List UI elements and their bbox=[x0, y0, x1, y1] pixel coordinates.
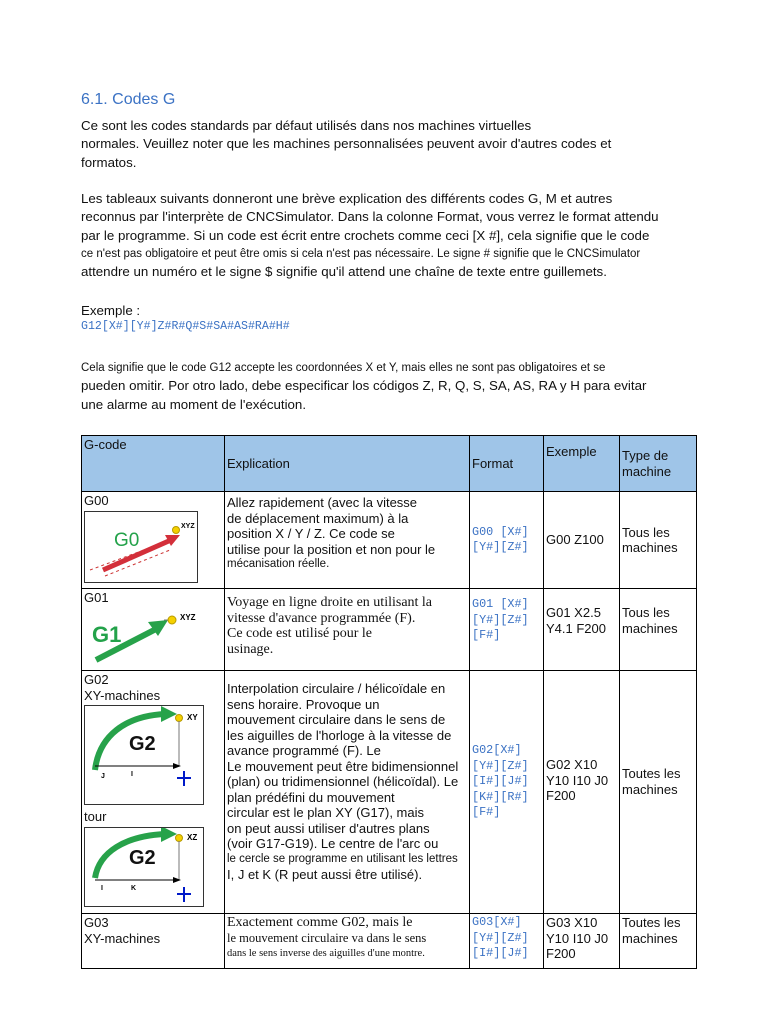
expl-line: Exactement comme G02, mais le bbox=[227, 915, 413, 930]
cell-gcode bbox=[82, 589, 225, 671]
format-line: G02[X#] bbox=[472, 743, 522, 757]
cell-type: Tous les machines bbox=[620, 589, 697, 671]
cell-exemple: G01 X2.5 Y4.1 F200 bbox=[544, 589, 620, 671]
cell-type: Toutes les machines bbox=[620, 671, 697, 914]
cell-format bbox=[470, 671, 544, 914]
g2-lathe-icon-k: K bbox=[131, 884, 137, 892]
g1-icon-axes: XYZ bbox=[180, 612, 196, 622]
cell-exemple: G02 X10 Y10 I10 J0 F200 bbox=[544, 671, 620, 914]
g0-icon-label: G0 bbox=[114, 529, 140, 551]
cell-format bbox=[470, 492, 544, 589]
explain-line: ce n'est pas obligatoire et peut être omis si cela n'est pas nécessaire. Le signe # signifie que le CNCSimulator bbox=[81, 247, 641, 260]
g2-icon-j: J bbox=[101, 773, 105, 780]
gcode-label: G01 bbox=[84, 590, 109, 605]
expl-line: Interpolation circulaire / hélicoïdale en bbox=[227, 681, 446, 696]
meaning-line: Cela signifie que le code G12 accepte les coordonnées X et Y, mais elles ne sont pas obligatoires et se bbox=[81, 362, 606, 374]
explain-line: attendre un numéro et le signe $ signifie qu'il attend une chaîne de texte entre guillemets. bbox=[81, 264, 607, 280]
g2-lathe-arc-icon bbox=[84, 827, 204, 907]
gcode-label: G02 bbox=[84, 672, 109, 687]
g0-rapid-move-icon bbox=[84, 511, 198, 583]
meaning-paragraph bbox=[81, 359, 646, 414]
cell-type: Toutes les machines bbox=[620, 914, 697, 969]
format-line: [I#][J#] bbox=[472, 946, 529, 960]
expl-line: Allez rapidement (avec la vitesse bbox=[227, 495, 418, 510]
expl-line: le cercle se programme en utilisant les lettres bbox=[227, 852, 458, 865]
expl-line: position X / Y / Z. Ce code se bbox=[227, 526, 395, 541]
cell-gcode bbox=[82, 671, 225, 914]
format-line: [F#] bbox=[472, 628, 501, 642]
cell-gcode bbox=[82, 492, 225, 589]
format-line: [Y#][Z#] bbox=[472, 758, 529, 773]
expl-line: le mouvement circulaire va dans le sens bbox=[227, 930, 427, 945]
table-row bbox=[82, 671, 697, 914]
section-heading: 6.1. Codes G bbox=[81, 91, 176, 108]
gcode-label: G03 bbox=[84, 915, 109, 930]
format-line: G00 [X#] bbox=[472, 524, 529, 539]
g2-lathe-icon-i: I bbox=[101, 884, 103, 892]
expl-line: circular est le plan XY (G17), mais bbox=[227, 805, 424, 820]
gcode-sublabel: tour bbox=[84, 809, 107, 824]
gcode-sublabel: XY-machines bbox=[84, 930, 161, 946]
expl-line: Le mouvement peut être bidimensionnel bbox=[227, 758, 459, 774]
format-line: [K#][R#] bbox=[472, 789, 529, 804]
format-line: [Y#][Z#] bbox=[472, 930, 529, 945]
meaning-line: une alarme au moment de l'exécution. bbox=[81, 396, 307, 412]
cell-explication bbox=[225, 914, 470, 969]
g2-icon-axes: XY bbox=[187, 713, 198, 722]
explain-line: Les tableaux suivants donneront une brève explication des différents codes G, M et autres bbox=[81, 191, 613, 206]
g1-linear-move-icon bbox=[84, 608, 202, 666]
format-line: G01 [X#] bbox=[472, 597, 529, 611]
format-line: [F#] bbox=[472, 805, 501, 819]
explain-line: reconnus par l'interprète de CNCSimulator. Dans la colonne Format, vous verrez le format attendu bbox=[81, 209, 659, 225]
g2-lathe-icon-axes: XZ bbox=[187, 832, 198, 842]
expl-line: dans le sens inverse des aiguilles d'une montre. bbox=[227, 948, 425, 959]
intro-line: Ce sont les codes standards par défaut utilisés dans nos machines virtuelles bbox=[81, 118, 532, 133]
format-line: [Y#][Z#] bbox=[472, 540, 529, 554]
format-line: [Y#][Z#] bbox=[472, 612, 529, 627]
header-exemple: Exemple bbox=[544, 436, 620, 492]
example-label: Exemple : bbox=[81, 303, 141, 318]
cell-exemple: G00 Z100 bbox=[544, 492, 620, 589]
intro-line: normales. Veuillez noter que les machines personnalisées peuvent avoir d'autres codes et bbox=[81, 136, 612, 152]
g1-icon-label: G1 bbox=[92, 621, 122, 647]
table-header-row bbox=[82, 436, 697, 492]
explain-paragraph bbox=[81, 190, 659, 281]
cell-format bbox=[470, 914, 544, 969]
header-type: Type de machine bbox=[620, 436, 697, 492]
expl-line: (voir G17-G19). Le centre de l'arc ou bbox=[227, 836, 439, 851]
header-explication: Explication bbox=[225, 436, 470, 492]
g0-icon-axes: XYZ bbox=[181, 522, 195, 530]
g2-icon-label: G2 bbox=[129, 733, 156, 755]
cell-exemple: G03 X10 Y10 I10 J0 F200 bbox=[544, 914, 620, 969]
expl-line: mouvement circulaire dans le sens de bbox=[227, 712, 446, 727]
table-row bbox=[82, 492, 697, 589]
cell-type: Tous les machines bbox=[620, 492, 697, 589]
gcode-label: G00 bbox=[84, 493, 109, 508]
example-code: G12[X#][Y#]Z#R#Q#S#SA#AS#RA#H# bbox=[81, 320, 290, 333]
intro-line: formatos. bbox=[81, 154, 137, 170]
format-line: [I#][J#] bbox=[472, 774, 529, 788]
cell-explication bbox=[225, 589, 470, 671]
cell-gcode bbox=[82, 914, 225, 969]
expl-line: de déplacement maximum) à la bbox=[227, 510, 409, 526]
cell-explication bbox=[225, 671, 470, 914]
explain-line: par le programme. Si un code est écrit entre crochets comme ceci [X #], cela signifie que le code bbox=[81, 227, 650, 243]
expl-line: plan prédéfini du mouvement bbox=[227, 789, 395, 805]
cell-format bbox=[470, 589, 544, 671]
expl-line: mécanisation réelle. bbox=[227, 558, 330, 570]
table-row bbox=[82, 589, 697, 671]
header-format: Format bbox=[470, 436, 544, 492]
expl-line: utilise pour la position et non pour le bbox=[227, 541, 436, 557]
format-line: G03[X#] bbox=[472, 915, 522, 929]
expl-line: Voyage en ligne droite en utilisant la bbox=[227, 595, 433, 610]
expl-line: (plan) ou tridimensionnel (hélicoïdal). Le bbox=[227, 774, 459, 789]
expl-line: on peut aussi utiliser d'autres plans bbox=[227, 820, 430, 836]
g2-lathe-icon-label: G2 bbox=[129, 846, 156, 869]
expl-line: avance programmé (F). Le bbox=[227, 743, 381, 758]
gcode-table bbox=[81, 435, 697, 969]
expl-line: les aiguilles de l'horloge à la vitesse de bbox=[227, 727, 452, 743]
intro-paragraph bbox=[81, 117, 611, 172]
table-row bbox=[82, 914, 697, 969]
cell-explication bbox=[225, 492, 470, 589]
gcode-sublabel: XY-machines bbox=[84, 687, 161, 703]
g2-xy-arc-icon bbox=[84, 705, 204, 805]
expl-line: usinage. bbox=[227, 641, 274, 657]
expl-line: vitesse d'avance programmée (F). bbox=[227, 610, 416, 626]
header-gcode: G-code bbox=[82, 436, 225, 492]
expl-line: sens horaire. Provoque un bbox=[227, 696, 380, 712]
meaning-line: pueden omitir. Por otro lado, debe especificar los códigos Z, R, Q, S, SA, AS, RA y H para evitar bbox=[81, 378, 647, 394]
expl-line: I, J et K (R peut aussi être utilisé). bbox=[227, 867, 423, 882]
g2-icon-i: I bbox=[131, 771, 133, 778]
expl-line: Ce code est utilisé pour le bbox=[227, 626, 373, 641]
